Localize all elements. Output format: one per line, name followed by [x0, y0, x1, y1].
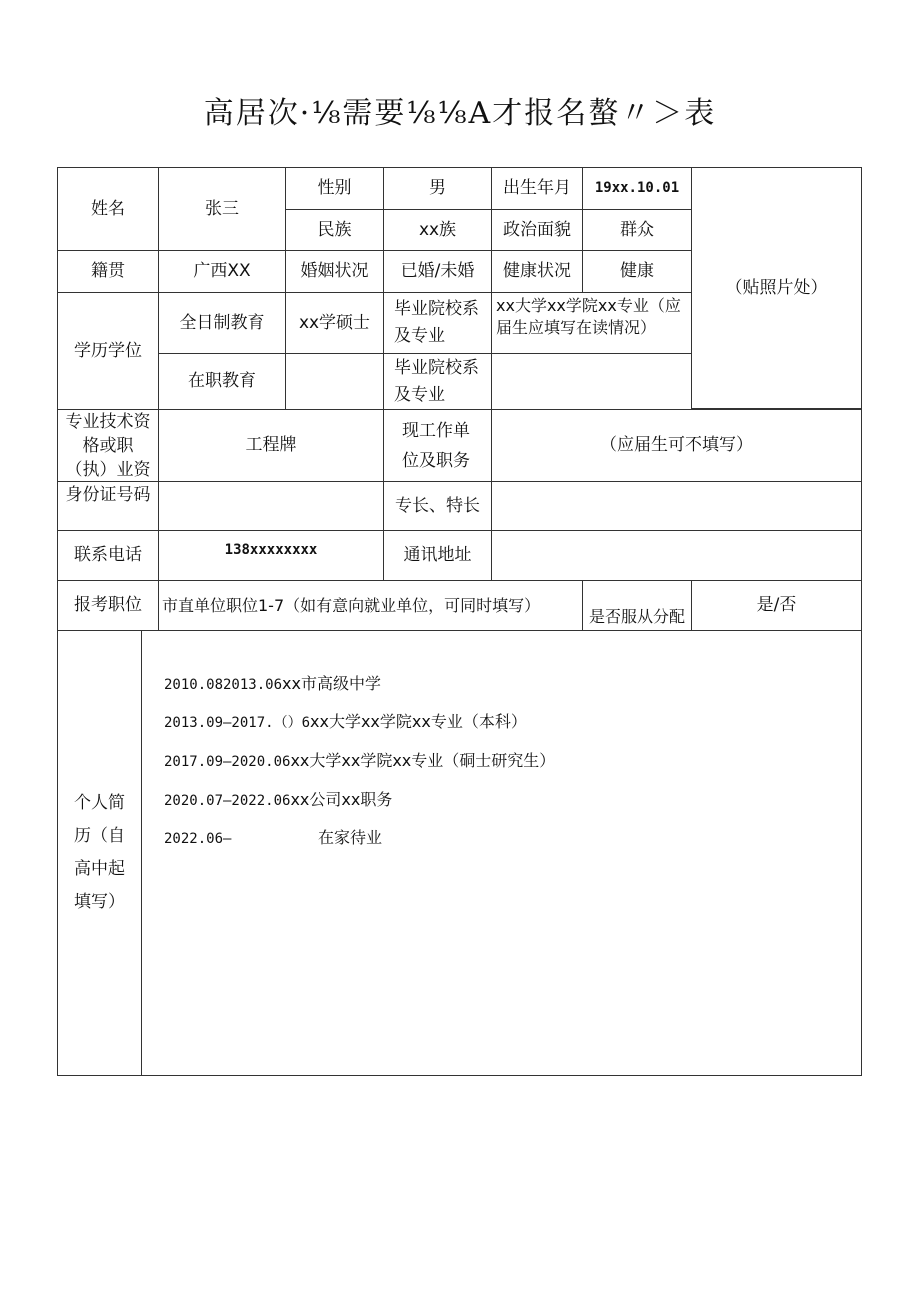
health-label: 健康状况 [491, 250, 583, 293]
position-value[interactable]: 市直单位职位1-7（如有意向就业单位，可同时填写） [158, 580, 583, 631]
specialty-value[interactable] [491, 481, 862, 531]
resume-label: 个人简历（自高中起填写） [57, 630, 142, 1076]
address-label: 通讯地址 [383, 530, 492, 581]
specialty-label: 专长、特长 [383, 481, 492, 531]
birth-label: 出生年月 [491, 167, 583, 210]
id-number-value[interactable] [158, 481, 384, 531]
ethnic-value[interactable]: xx族 [383, 209, 492, 251]
origin-label: 籍贯 [57, 250, 159, 293]
obey-label: 是否服从分配 [582, 580, 692, 631]
phone-value[interactable]: 138xxxxxxxx [158, 530, 384, 581]
origin-value[interactable]: 广西XX [158, 250, 286, 293]
qualification-value[interactable]: 工程牌 [158, 409, 384, 482]
name-label: 姓名 [57, 167, 159, 251]
school-label-1: 毕业院校系及专业 [383, 292, 492, 354]
fulltime-label: 全日制教育 [158, 292, 286, 354]
school-value-1[interactable]: xx大学xx学院xx专业（应届生应填写在读情况） [491, 292, 692, 354]
registration-form [57, 167, 862, 1076]
resume-entry: 2022.06— 在家待业 [164, 828, 383, 847]
resume-entry: 2010.082013.06xx市高级中学 [164, 674, 381, 693]
education-label: 学历学位 [57, 292, 159, 410]
health-value[interactable]: 健康 [582, 250, 692, 293]
parttime-degree[interactable] [285, 353, 384, 410]
form-title: 高居次·⅛需要⅛⅛A才报名螯〃＞表 [203, 96, 717, 131]
school-label-2: 毕业院校系及专业 [383, 353, 492, 410]
gender-label: 性别 [285, 167, 384, 210]
parttime-label: 在职教育 [158, 353, 286, 410]
political-value[interactable]: 群众 [582, 209, 692, 251]
address-value[interactable] [491, 530, 862, 581]
obey-value[interactable]: 是/否 [691, 580, 862, 631]
position-label: 报考职位 [57, 580, 159, 631]
fulltime-degree[interactable]: xx学硕士 [285, 292, 384, 354]
ethnic-label: 民族 [285, 209, 384, 251]
political-label: 政治面貌 [491, 209, 583, 251]
marital-label: 婚姻状况 [285, 250, 384, 293]
gender-value[interactable]: 男 [383, 167, 492, 210]
current-job-label: 现工作单位及职务 [383, 409, 492, 482]
school-value-2[interactable] [491, 353, 692, 410]
name-value[interactable]: 张三 [158, 167, 286, 251]
id-number-label: 身份证号码 [57, 481, 159, 531]
resume-entry: 2020.07—2022.06xx公司xx职务 [164, 790, 393, 809]
birth-value[interactable]: 19xx.10.01 [582, 167, 692, 210]
resume-content[interactable] [141, 630, 862, 1076]
marital-value[interactable]: 已婚/未婚 [383, 250, 492, 293]
resume-entry: 2013.09—2017.（）6xx大学xx学院xx专业（本科） [164, 712, 527, 731]
phone-label: 联系电话 [57, 530, 159, 581]
resume-entry: 2017.09—2020.06xx大学xx学院xx专业（硐士研究生） [164, 751, 556, 770]
current-job-value[interactable]: （应届生可不填写） [491, 409, 862, 482]
qualification-label: 专业技术资格或职（执）业资 [57, 409, 159, 482]
photo-box[interactable]: （贴照片处） [691, 167, 862, 409]
